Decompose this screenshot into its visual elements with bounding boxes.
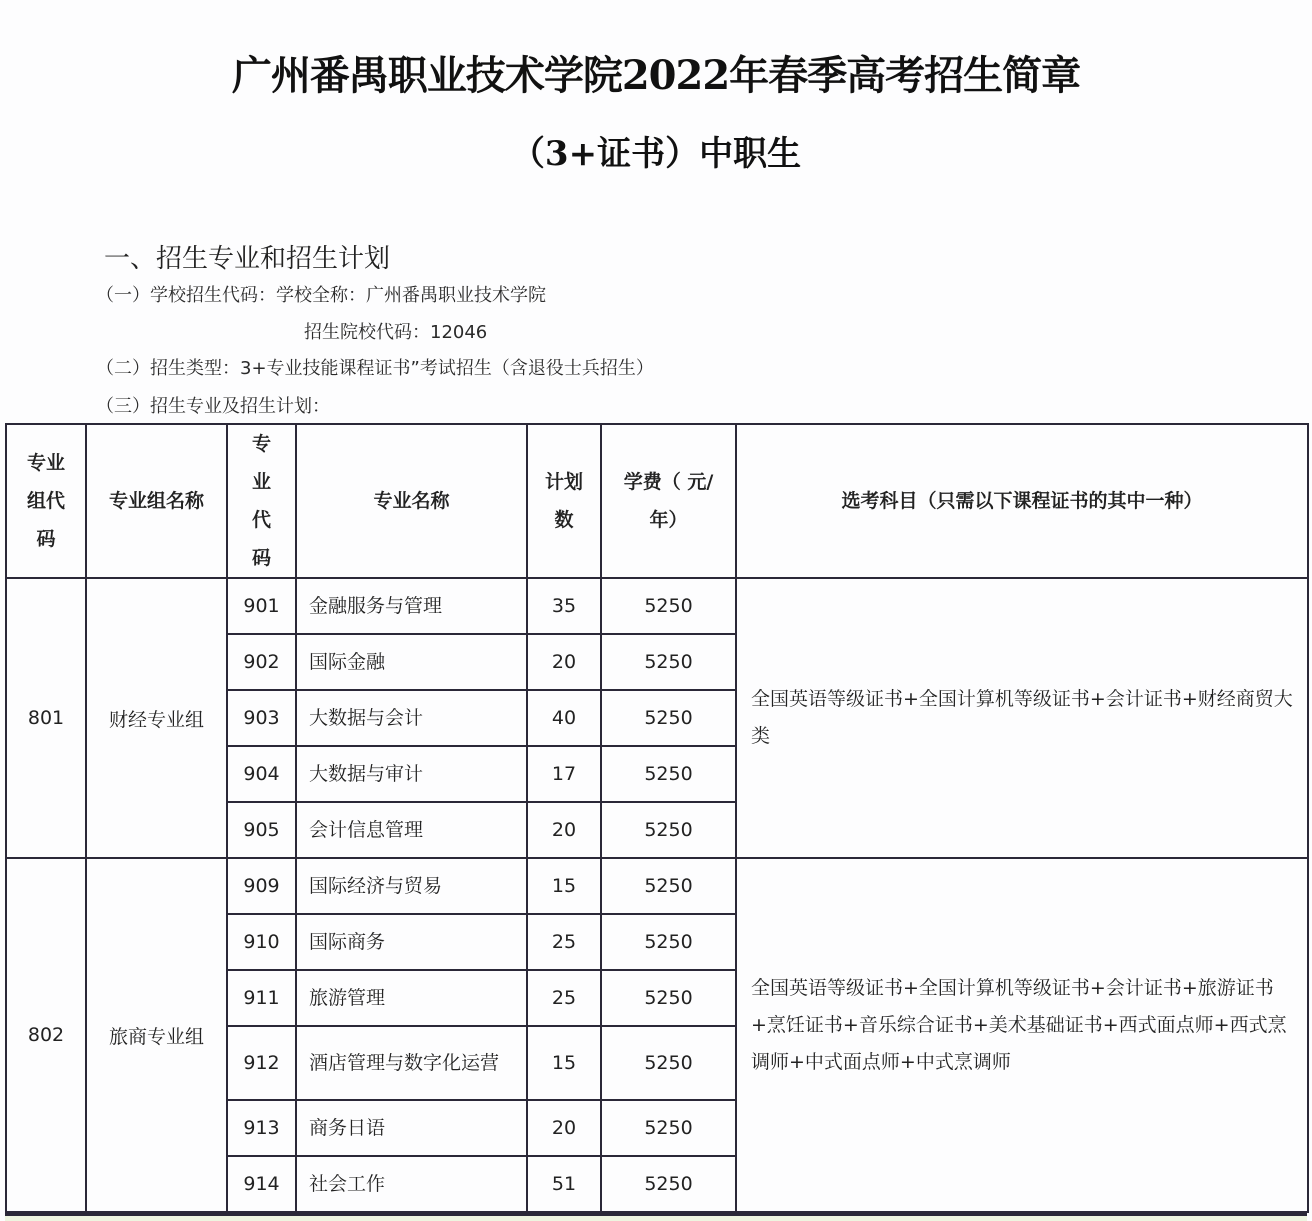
plan-count-cell: 15	[527, 858, 601, 914]
header-tuition: 学费（ 元/年）	[601, 424, 736, 578]
header-subjects: 选考科目（只需以下课程证书的其中一种）	[736, 424, 1308, 578]
enrollment-plan-table	[5, 423, 1309, 1213]
document-subtitle: （3+证书）中职生	[510, 134, 802, 174]
tuition-cell: 5250	[601, 802, 736, 858]
school-name-line: （一）学校招生代码：学校全称：广州番禺职业技术学院	[96, 285, 546, 306]
plan-count-cell: 20	[527, 1100, 601, 1156]
table-row	[6, 858, 1308, 914]
major-name-cell: 国际金融	[296, 634, 527, 690]
enroll-type-line: （二）招生类型：3+专业技能课程证书”考试招生（含退役士兵招生）	[96, 358, 654, 379]
major-name-cell: 大数据与会计	[296, 690, 527, 746]
header-major-code: 专业代码	[227, 424, 296, 578]
tuition-cell: 5250	[601, 858, 736, 914]
major-code-cell: 913	[227, 1100, 296, 1156]
major-name-cell: 国际经济与贸易	[296, 858, 527, 914]
group-name-cell: 财经专业组	[86, 578, 227, 858]
subjects-cell: 全国英语等级证书+全国计算机等级证书+会计证书+财经商贸大类	[736, 578, 1308, 858]
major-name-cell: 会计信息管理	[296, 802, 527, 858]
tuition-cell: 5250	[601, 1026, 736, 1100]
major-name-cell: 旅游管理	[296, 970, 527, 1026]
tuition-cell: 5250	[601, 690, 736, 746]
subjects-cell: 全国英语等级证书+全国计算机等级证书+会计证书+旅游证书+烹饪证书+音乐综合证书+美术基础证书+西式面点师+西式烹调师+中式面点师+中式烹调师	[736, 858, 1308, 1212]
major-code-cell: 911	[227, 970, 296, 1026]
group-code-cell: 802	[6, 858, 86, 1212]
plan-count-cell: 25	[527, 970, 601, 1026]
major-name-cell: 酒店管理与数字化运营	[296, 1026, 527, 1100]
group-code-cell: 801	[6, 578, 86, 858]
tuition-cell: 5250	[601, 1100, 736, 1156]
school-code-line: 招生院校代码：12046	[304, 322, 488, 343]
next-row-edge	[5, 1213, 1307, 1221]
tuition-cell: 5250	[601, 970, 736, 1026]
major-code-cell: 901	[227, 578, 296, 634]
plan-count-cell: 35	[527, 578, 601, 634]
tuition-cell: 5250	[601, 1156, 736, 1212]
major-code-cell: 903	[227, 690, 296, 746]
major-code-cell: 912	[227, 1026, 296, 1100]
major-code-cell: 904	[227, 746, 296, 802]
plan-heading-line: （三）招生专业及招生计划：	[96, 396, 330, 417]
plan-count-cell: 17	[527, 746, 601, 802]
section-heading: 一、招生专业和招生计划	[104, 244, 391, 274]
document-title: 广州番禺职业技术学院2022年春季高考招生简章	[231, 52, 1081, 99]
major-name-cell: 金融服务与管理	[296, 578, 527, 634]
major-name-cell: 商务日语	[296, 1100, 527, 1156]
tuition-cell: 5250	[601, 578, 736, 634]
plan-count-cell: 20	[527, 634, 601, 690]
plan-count-cell: 25	[527, 914, 601, 970]
header-group-name: 专业组名称	[86, 424, 227, 578]
plan-count-cell: 40	[527, 690, 601, 746]
major-code-cell: 902	[227, 634, 296, 690]
plan-count-cell: 15	[527, 1026, 601, 1100]
major-name-cell: 社会工作	[296, 1156, 527, 1212]
table-row	[6, 578, 1308, 634]
major-code-cell: 905	[227, 802, 296, 858]
header-plan-count: 计划数	[527, 424, 601, 578]
major-code-cell: 914	[227, 1156, 296, 1212]
tuition-cell: 5250	[601, 634, 736, 690]
header-major-name: 专业名称	[296, 424, 527, 578]
major-name-cell: 国际商务	[296, 914, 527, 970]
plan-count-cell: 20	[527, 802, 601, 858]
plan-count-cell: 51	[527, 1156, 601, 1212]
group-name-cell: 旅商专业组	[86, 858, 227, 1212]
major-code-cell: 909	[227, 858, 296, 914]
major-name-cell: 大数据与审计	[296, 746, 527, 802]
tuition-cell: 5250	[601, 914, 736, 970]
major-code-cell: 910	[227, 914, 296, 970]
header-group-code: 专业组代码	[6, 424, 86, 578]
table-header-row	[6, 424, 1308, 578]
tuition-cell: 5250	[601, 746, 736, 802]
